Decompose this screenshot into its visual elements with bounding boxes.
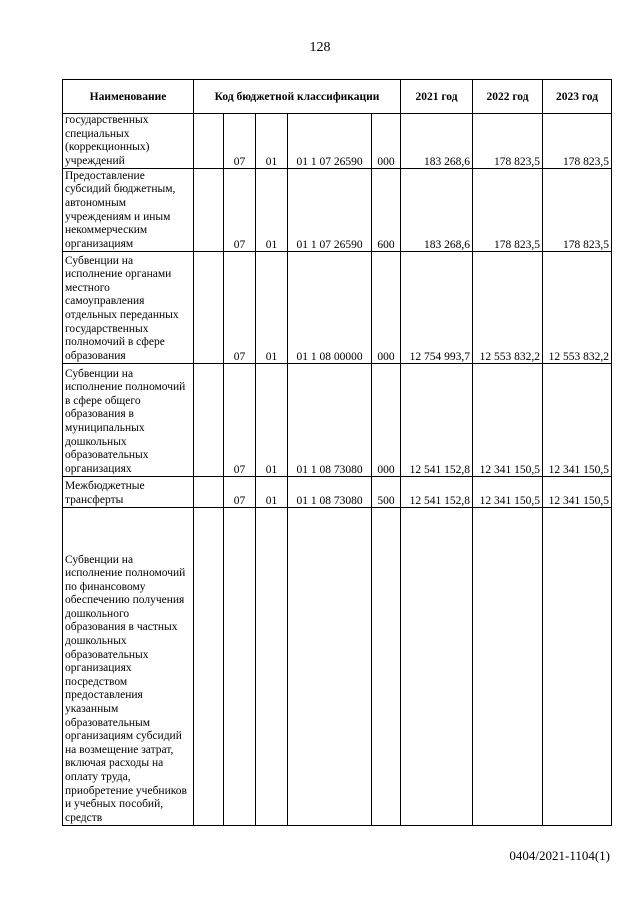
row-subsection: 01 <box>256 364 288 477</box>
row-name: Межбюджетные трансферты <box>63 477 194 508</box>
row-value-2021: 183 268,6 <box>401 114 473 169</box>
row-name: Субвенции на исполнение полномочий в сфере общего образования в муниципальных дошкольных образовательных организациях <box>63 364 194 477</box>
row-empty-code <box>194 169 224 252</box>
row-expense-type: 000 <box>372 252 401 364</box>
table-row <box>63 169 612 252</box>
budget-table <box>62 79 612 826</box>
row-name: Субвенции на исполнение полномочий по финансовому обеспечению получения дошкольного образования в частных дошкольных образовательных организациях посредством предоставления указанным образовательным организациям субсидий на возмещение затрат, включая расходы на оплату труда, приобретение учебников и учебных пособий, средств <box>63 508 194 826</box>
row-subsection <box>256 508 288 826</box>
row-empty-code <box>194 477 224 508</box>
row-value-2022 <box>473 508 543 826</box>
row-value-2021: 12 541 152,8 <box>401 477 473 508</box>
row-expense-type: 600 <box>372 169 401 252</box>
row-target-article: 01 1 08 00000 <box>288 252 372 364</box>
row-value-2022: 12 553 832,2 <box>473 252 543 364</box>
table-row <box>63 508 612 826</box>
row-section: 07 <box>224 169 256 252</box>
row-subsection: 01 <box>256 169 288 252</box>
row-target-article <box>288 508 372 826</box>
row-section: 07 <box>224 252 256 364</box>
row-value-2023: 178 823,5 <box>543 114 612 169</box>
table-header-row <box>63 80 612 114</box>
row-target-article: 01 1 07 26590 <box>288 169 372 252</box>
row-expense-type: 000 <box>372 114 401 169</box>
row-value-2023: 178 823,5 <box>543 169 612 252</box>
row-value-2023: 12 553 832,2 <box>543 252 612 364</box>
row-value-2021 <box>401 508 473 826</box>
row-subsection: 01 <box>256 477 288 508</box>
row-name: государственных специальных (коррекционных) учреждений <box>63 114 194 169</box>
table-row <box>63 364 612 477</box>
row-empty-code <box>194 364 224 477</box>
row-value-2023: 12 341 150,5 <box>543 364 612 477</box>
header-2021: 2021 год <box>401 80 473 114</box>
row-value-2021: 12 754 993,7 <box>401 252 473 364</box>
row-empty-code <box>194 252 224 364</box>
row-section: 07 <box>224 114 256 169</box>
row-expense-type: 000 <box>372 364 401 477</box>
row-section: 07 <box>224 364 256 477</box>
table-row <box>63 477 612 508</box>
row-value-2021: 183 268,6 <box>401 169 473 252</box>
row-target-article: 01 1 08 73080 <box>288 364 372 477</box>
header-name: Наименование <box>63 80 194 114</box>
row-target-article: 01 1 07 26590 <box>288 114 372 169</box>
row-empty-code <box>194 508 224 826</box>
header-2023: 2023 год <box>543 80 612 114</box>
header-code: Код бюджетной классификации <box>194 80 401 114</box>
row-name: Субвенции на исполнение органами местного самоуправления отдельных переданных государственных полномочий в сфере образования <box>63 252 194 364</box>
row-empty-code <box>194 114 224 169</box>
row-value-2022: 12 341 150,5 <box>473 364 543 477</box>
table-row <box>63 114 612 169</box>
row-subsection: 01 <box>256 114 288 169</box>
row-value-2022: 12 341 150,5 <box>473 477 543 508</box>
document-number: 0404/2021-1104(1) <box>509 848 610 863</box>
row-value-2023: 12 341 150,5 <box>543 477 612 508</box>
row-subsection: 01 <box>256 252 288 364</box>
row-name: Предоставление субсидий бюджетным, автономным учреждениям и иным некоммерческим организациям <box>63 169 194 252</box>
row-section: 07 <box>224 477 256 508</box>
row-expense-type: 500 <box>372 477 401 508</box>
header-2022: 2022 год <box>473 80 543 114</box>
row-value-2022: 178 823,5 <box>473 114 543 169</box>
row-target-article: 01 1 08 73080 <box>288 477 372 508</box>
row-value-2023 <box>543 508 612 826</box>
row-expense-type <box>372 508 401 826</box>
row-value-2021: 12 541 152,8 <box>401 364 473 477</box>
table-row <box>63 252 612 364</box>
page-number: 128 <box>309 40 331 55</box>
row-value-2022: 178 823,5 <box>473 169 543 252</box>
row-section <box>224 508 256 826</box>
